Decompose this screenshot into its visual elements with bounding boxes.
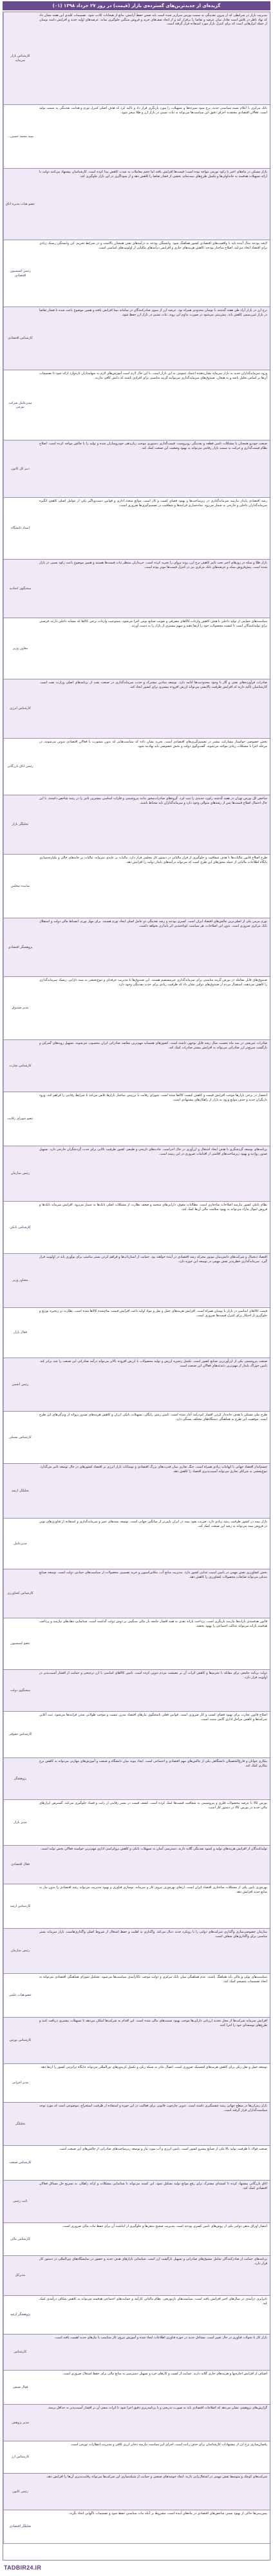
- table-row: [3, 1670, 270, 1712]
- speaker-name: تحلیلگر بازار: [3, 795, 37, 854]
- table-row: [3, 2256, 270, 2296]
- speaker-name: دبیر کل کانون: [3, 440, 37, 497]
- table-row: [3, 560, 270, 618]
- quote-text: صندوق‌های قابل معامله در بورس گزینه مناسبی برای سرمایه‌گذاری غیرمستقیم هستند. این صندوق‌ها با مدیریت حرفه‌ای و تنوع‌بخشی به سبد دارایی، ریسک سرمایه‌گذاری را کاهش می‌دهند. استقبال مردم از صندوق‌های دولتی نشان داد که ظرفیت زیادی برای جذب نقدینگی وجود دارد.: [39, 978, 267, 987]
- speaker-name: پژوهشگر اقتصادی: [3, 918, 37, 976]
- table-row: [3, 977, 270, 1040]
- quote-text: ورود سرمایه‌گذاران جدید به بازار سرمایه نشان‌دهنده اعتماد عمومی به این بازار است. با این حال لازم است آموزش‌های لازم به سهامداران تازه‌وارد ارائه شود تا تصمیمات آن‌ها بر اساس تحلیل باشد و نه هیجان. صندوق‌های سرمایه‌گذاری می‌توانند گزینه مناسبی برای افرادی باشند که دانش کافی ندارند.: [39, 372, 267, 380]
- speaker-name: رئیس کمیسیون اقتصادی: [3, 240, 37, 307]
- quote-text: سازمان خصوصی‌سازی واگذاری شرکت‌های دولتی را با رویکرد جدید دنبال می‌کند. واگذاری به اهلیت و حفظ اشتغال از شروط اصلی واگذاری‌هاست. بازار سرمایه بستر مناسبی برای واگذاری‌های شفاف است.: [39, 1930, 267, 1938]
- speaker-name: مدیر پژوهش: [3, 2405, 37, 2441]
- speaker-name: کارشناس ارشد: [3, 1884, 37, 1928]
- speaker-name: کارشناس مسکن: [3, 1412, 37, 1463]
- speaker-name: سید محمد حسین...: [3, 105, 37, 168]
- table-row: [3, 1412, 270, 1464]
- quote-text: بیکاری جوانان و فارغ‌التحصیلان دانشگاهی یکی از چالش‌های مهم اقتصادی و اجتماعی است. ایجاد پیوند میان دانشگاه و صنعت و آموزش‌های مهارتی می‌تواند به کاهش نرخ بیکاری کمک کند.: [39, 1759, 267, 1768]
- table-row: [3, 1358, 270, 1412]
- quote-text: اصناف از افزایش اجاره‌بها و هزینه‌های جاری گلایه دارند. حمایت از کسب و کارهای خرد و تسهیل دسترسی به منابع مالی برای حفظ اشتغال ضروری است.: [62, 2372, 267, 2376]
- table-row: [3, 2223, 270, 2256]
- quote-text: نرخ ارز در بازار آزاد طی هفته گذشته با نوسان محدودی همراه بود. عرضه ارز از سوی صادرکنندگان در سامانه نیما افزایش یافته و همین موضوع باعث شده تا فشار تقاضا در بازار غیررسمی کاهش یابد. پیش‌بینی می‌شود در صورت تداوم این روند، ثبات نسبی در بازار ارز حفظ شود.: [39, 308, 267, 317]
- speaker-name: تحلیلگر اقتصادی: [3, 2510, 37, 2543]
- speaker-name: نماینده مجلس: [3, 855, 37, 918]
- quote-text: نابرابری درآمدی در سال‌های اخیر افزایش یافته است. سیاست‌های بازتوزیعی، نظام مالیاتی کارآمد و حمایت‌های اجتماعی هدفمند می‌تواند به کاهش شکاف درآمدی کمک کند.: [39, 2297, 267, 2306]
- table-row: [3, 2474, 270, 2510]
- table-row: [3, 440, 270, 498]
- speaker-name: مدیرعامل: [3, 1519, 37, 1569]
- speaker-name: رئیس سازمان: [3, 1146, 37, 1201]
- table-row: [3, 1618, 270, 1670]
- speaker-name: نایب رئیس: [3, 2181, 37, 2222]
- table-row: [3, 1519, 270, 1569]
- speaker-name: فعال صنفی: [3, 2371, 37, 2404]
- speaker-name: مدیر صندوق: [3, 977, 37, 1039]
- table-row: [3, 12, 270, 105]
- quote-text: طرح اصلاح قانون مالیات‌ها با هدف شفافیت و جلوگیری از فرار مالیاتی در دستور کار مجلس قرار دارد. مالیات بر عایدی سرمایه، مالیات بر خانه‌های خالی و یکپارچه‌سازی پایگاه اطلاعات مالیاتی از جمله محورهای این طرح است که می‌تواند درآمدهای پایدار دولت را افزایش دهد.: [39, 856, 267, 864]
- speaker-name: مدیرعامل شرکت بورس: [3, 370, 37, 440]
- quote-text: برنامه‌های توسعه گردشگری با هدف ایجاد اشتغال و ارزآوری در حال اجراست. جاذبه‌های تاریخی و طبیعی کشور ظرفیت بالایی برای جذب گردشگران خارجی دارد. تسهیل صدور روادید و بهبود زیرساخت‌های اقامتی از اقدامات ضروری در این زمینه است.: [39, 1148, 267, 1156]
- table-row: [3, 1569, 270, 1618]
- quote-text: تولیدکنندگان از افزایش هزینه‌های تولید و کمبود نقدینگی گلایه دارند. دسترسی آسان به تسهیلات بانکی و کاهش بروکراسی اداری مهم‌ترین خواسته فعالان بخش تولید است.: [40, 1847, 267, 1851]
- quote-text: قیمت کالاهای اساسی در بازار با نوسان همراه است. افزایش هزینه‌های حمل و نقل و مواد اولیه باعث افزایش قیمت تمام‌شده کالاها شده است. نظارت بر زنجیره توزیع و جلوگیری از احتکار برای کنترل قیمت‌ها ضروری است.: [39, 1309, 267, 1318]
- speaker-name: کارشناس: [3, 2334, 37, 2370]
- table-row: [3, 918, 270, 977]
- quote-text: صنعت خودرو همچنان با مشکلات تامین قطعه و نقدینگی روبروست. قیمت‌گذاری دستوری موجب زیان‌دهی خودروسازان شده و تولید را با چالش مواجه کرده است. اصلاح نظام قیمت‌گذاری و حرکت به سمت بازار رقابتی می‌تواند به بهبود وضعیت این صنعت کمک کند.: [39, 442, 267, 450]
- speaker-name: کارشناس ارز: [3, 2441, 37, 2473]
- speaker-name: کارشناس انرژی: [3, 679, 37, 738]
- table-row: [3, 2146, 270, 2181]
- speaker-name: عضو شورای رقابت: [3, 1092, 37, 1146]
- quote-text: سیاست‌های حمایتی از تولید داخلی با هدف کاهش واردات کالاهای مصرفی و تقویت صنایع بومی اجرا می‌شود. ممنوعیت واردات برخی کالاها که مشابه داخلی دارند، فرصتی برای تولیدکنندگان است تا کیفیت محصولات خود را ارتقا دهند و سهم بیشتری از بازار را به دست آورند.: [39, 620, 267, 628]
- speaker-name: مدیر اجرایی: [3, 2064, 37, 2102]
- speaker-name: تحلیلگر: [3, 2103, 37, 2145]
- table-row: [3, 1040, 270, 1092]
- table-row: [3, 1929, 270, 1974]
- quote-text: تورم مزمن یکی از اصلی‌ترین چالش‌های اقتصاد ایران است. کسری بودجه و رشد نقدینگی دو عامل اصلی ایجاد تورم هستند. برای مهار تورم، انضباط مالی دولت و استقلال بانک مرکزی ضروری است. بدون این اصلاحات، هر سیاست کوتاه‌مدتی اثر پایداری نخواهد داشت.: [39, 920, 267, 928]
- table-row: [3, 618, 270, 679]
- quote-text: بخش خصوصی خواستار مشارکت بیشتر در تصمیم‌گیری‌های اقتصادی است. تجربه نشان داده که سیاست‌هایی که بدون مشورت با فعالان اقتصادی تدوین می‌شوند، در مرحله اجرا با مشکلات زیادی مواجه می‌شوند. گفت‌وگوی دولت و بخش خصوصی باید نهادینه شود.: [39, 740, 267, 748]
- speaker-name: استاد دانشگاه: [3, 498, 37, 559]
- table-row: [3, 169, 270, 240]
- quote-text: اصلاح قانون تجارت برای بهبود فضای کسب و کار ضروری است. قوانین فعلی پاسخگوی نیازهای اقتصاد مدرن نیست و موجب طولانی شدن فرایندها می‌شود. ثبت آنلاین شرکت‌ها و کاهش مراحل اداری گامی مثبت است.: [39, 1713, 267, 1721]
- quote-text: افزایش سرمایه شرکت‌ها از محل تجدید ارزیابی دارایی‌ها موجب بهبود نسبت‌های مالی شده است. این اقدام به شرکت‌ها امکان می‌دهد تا تسهیلات بیشتری دریافت کنند و طرح‌های توسعه‌ای خود را اجرا کنند.: [39, 2019, 267, 2027]
- table-row: [3, 1800, 270, 1846]
- table-row: [3, 679, 270, 739]
- table-row: [3, 240, 270, 307]
- quote-text: مدیریت بازار در شرایطی که از بیرون نقدینگی به سمت بورس سرازیر شده است باید ضمن حفظ آرامش، مانع از هیجانات کاذب شود. تصمیمات کلیدی این هفته نشان داد که نهاد ناظر در تلاش است تعادل میان عرضه و تقاضا را برقرار کند و از ایجاد صف‌های خرید و فروش سنگین جلوگیری نماید. عرضه‌های اولیه جدید و افزایش دامنه نوسان از جمله ابزارهایی است که برای کنترل بازار مورد استفاده قرار گرفته است.: [39, 14, 267, 26]
- speaker-name: سخنگوی اتحادیه: [3, 560, 37, 618]
- speaker-name: معاون وزیر: [3, 618, 37, 679]
- quote-text: اقتصاد دیجیتال و شرکت‌های دانش‌بنیان موتور محرکه رشد اقتصادی در آینده خواهند بود. حمایت از استارتاپ‌ها و فراهم کردن بستر مناسب برای نوآوری باید در اولویت قرار گیرد. سرمایه‌گذاری خطرپذیر نقش مهمی در توسعه این حوزه دارد.: [39, 1255, 267, 1264]
- quote-text: رشد اقتصادی پایدار نیازمند سرمایه‌گذاری در زیرساخت‌ها و بهبود فضای کسب و کار است. موانع متعدد اداری و قوانین دست‌وپاگیر یکی از عوامل اصلی کاهش انگیزه سرمایه‌گذاران داخلی و خارجی به شمار می‌رود. ساده‌سازی فرایندها و شفافیت در تصمیم‌گیری‌ها ضروری است.: [39, 499, 267, 507]
- speaker-name: سخنگوی دولت: [3, 1670, 37, 1711]
- table-row: [3, 795, 270, 855]
- table-row: [3, 2510, 270, 2544]
- speaker-name: تحلیلگر ارشد: [3, 1464, 37, 1518]
- table-row: [3, 1846, 270, 1884]
- quote-text: صنعت پتروشیمی یکی از ارزآورترین صنایع کشور است. تکمیل زنجیره ارزش و تولید محصولات با ارزش افزوده بالاتر می‌تواند درآمد صادراتی این صنعت را چند برابر کند. تامین خوراک پایدار از مهم‌ترین دغدغه‌های فعالان این صنعت است.: [39, 1359, 267, 1368]
- quote-text: شاخص کل بورس تهران در هفته گذشته رکورد جدیدی را ثبت کرد. گروه‌های صادرات‌محور مانند پتروشیمی و فلزات اساسی بیشترین تاثیر را در رشد شاخص داشتند. با این حال احتمال اصلاح قیمت‌ها پس از رشدهای متوالی وجود دارد و سرمایه‌گذاران باید محتاط باشند.: [39, 797, 267, 805]
- table-row: [3, 1254, 270, 1308]
- table-row: [3, 1758, 270, 1800]
- quote-text: بازار رمزارزها در سطح جهانی رشد چشمگیری داشته است. تدوین چارچوب قانونی برای فعالیت در این حوزه و استفاده از ظرفیت استخراج، موضوعی است که مورد توجه سیاست‌گذاران قرار گرفته است.: [39, 2104, 267, 2112]
- quote-text: لایحه بودجه سال آینده باید با واقعیت‌های اقتصادی کشور هماهنگ شود. وابستگی بودجه به درآمدهای نفتی همچنان بالاست و در شرایط تحریم، این وابستگی ریسک زیادی برای اقتصاد ایجاد می‌کند. اصلاح ساختار بودجه، کاهش هزینه‌های جاری و افزایش درآمدهای مالیاتی از اولویت‌های اساسی است.: [39, 242, 267, 250]
- speaker-name: مشاور وزیر: [3, 1254, 37, 1307]
- table-row: [3, 2018, 270, 2064]
- quote-text: بخش کشاورزی نقش مهمی در تامین امنیت غذایی کشور دارد. مدیریت منابع آب، مکانیزاسیون و خرید تضمینی محصولات از سیاست‌های حمایتی دولت است. توسعه صنایع تبدیلی می‌تواند ضایعات محصولات کشاورزی را کاهش دهد.: [39, 1571, 267, 1579]
- table-row: [3, 1202, 270, 1254]
- speaker-name: پژوهشگر ارشد: [3, 2296, 37, 2334]
- quote-text: بازار طلا و سکه در روزهای اخیر تحت تاثیر کاهش نرخ ارز، روند نزولی را تجربه کرده است. خریداران منتظر ثبات قیمت‌ها هستند و همین موضوع باعث رکود نسبی در بازار شده است. پیش‌فروش سکه و عرضه‌های بانک مرکزی نیز در کنترل قیمت‌ها موثر بوده است.: [39, 561, 267, 569]
- site-logo[interactable]: TADBIR24.IR: [4, 2564, 42, 2571]
- table-row: [3, 2181, 270, 2223]
- table-row: [3, 1308, 270, 1358]
- speaker-name: رئیس انجمن: [3, 1358, 37, 1411]
- speaker-name: کارشناس بازار سرمایه: [3, 12, 37, 104]
- speaker-name: رئیس سازمان: [3, 1929, 37, 1973]
- speaker-name: پژوهشگر: [3, 1758, 37, 1799]
- quote-text: نظام بانکی کشور نیازمند اصلاحات ساختاری است. مطالبات معوق، دارایی‌های منجمد و ضعف نظارت از مشکلات اصلی بانک‌ها به شمار می‌رود. افزایش سرمایه بانک‌ها و فروش اموال مازاد می‌تواند به بهبود سلامت مالی آن‌ها کمک کند.: [39, 1203, 267, 1211]
- speaker-name: کارشناس اقتصادی: [3, 307, 37, 370]
- quote-text: گزارش‌های پژوهشی نشان می‌دهد که اصلاحات اقتصادی باید به صورت تدریجی و با برنامه‌ریزی دقیق اجرا شود تا اثرات منفی آن بر اقشار آسیب‌پذیر به حداقل برسد.: [47, 2406, 267, 2410]
- quotes-table: [3, 12, 270, 2561]
- quote-text: بهره‌وری پایین یکی از مشکلات ساختاری اقتصاد ایران است. ارتقای بهره‌وری نیروی کار و سرمایه، نوسازی فناوری و بهبود مدیریت می‌تواند رشد اقتصادی را بدون نیاز به منابع جدید افزایش دهد.: [39, 1886, 267, 1894]
- quote-text: صادرات فرآورده‌های نفتی و گاز با وجود محدودیت‌ها ادامه دارد. توسعه میادین مشترک و جذب سرمایه‌گذاری در صنعت نفت از برنامه‌های اصلی وزارت نفت است. کارشناسان تاکید دارند که افزایش ظرفیت پالایشی می‌تواند ارزش افزوده بیشتری برای کشور ایجاد کند.: [39, 681, 267, 689]
- table-row: [3, 2334, 270, 2371]
- table-row: [3, 2103, 270, 2146]
- quote-text: انتشار اوراق بدهی دولتی یکی از روش‌های تامین کسری بودجه است. مدیریت صحیح بدهی‌ها و جلوگیری از انباشت آن برای حفظ ثبات مالی ضروری است.: [62, 2224, 267, 2228]
- quote-text: بانک مرکزی با اعلام بسته سیاستی جدید، نرخ سود سپرده‌ها و تسهیلات را مورد بازنگری قرار داد و تاکید کرد که هدف اصلی کنترل تورم و هدایت نقدینگی به سمت تولید است. فعالان اقتصادی معتقدند اجرای دقیق این سیاست‌ها می‌تواند به ثبات نسبی در بازار ارز و طلا منجر شود.: [39, 106, 267, 115]
- speaker-name: کارشناس تجارت: [3, 1040, 37, 1092]
- speaker-name: رئیس کانون: [3, 2474, 37, 2510]
- speaker-name: کارشناس حقوقی: [3, 1712, 37, 1757]
- table-row: [3, 855, 270, 918]
- table-row: [3, 2064, 270, 2103]
- speaker-name: رئیس اتاق بازرگانی: [3, 739, 37, 795]
- speaker-name: فعال اقتصادی: [3, 1846, 37, 1884]
- table-row: [3, 307, 270, 370]
- table-row: [3, 2441, 270, 2474]
- quote-text: سیاست‌های پولی و مالی باید هماهنگ باشند. عدم هماهنگی میان بانک مرکزی و دولت موجب ناکارآمدی سیاست‌ها می‌شود. تشکیل شورای هماهنگی اقتصادی می‌تواند به اتخاذ تصمیمات منسجم کمک کند.: [39, 1975, 267, 1984]
- quote-text: دولت برنامه جامعی برای مقابله با تحریم‌ها و کاهش اثرات آن بر معیشت مردم تدوین کرده است. تامین کالاهای اساسی با ارز ترجیحی و حمایت از اقشار آسیب‌پذیر در اولویت قرار دارد.: [39, 1671, 267, 1680]
- quote-text: یکسان‌سازی نرخ ارز از پیشنهادات کارشناسان برای حذف رانت است. اجرای این سیاست نیازمند ذخایر ارزی کافی و مدیریت انتظارات تورمی است.: [70, 2443, 267, 2447]
- quote-text: برنامه‌های حمایت از صادرکنندگان شامل مشوق‌های صادراتی و تسهیل بازگشت ارز است. شناسایی بازارهای هدف جدید و حضور در نمایشگاه‌های بین‌المللی در دستور کار قرار دارد.: [39, 2257, 267, 2266]
- quote-text: بازار کار با تحولات فناوری در حال تغییر است. مشاغل جدید در حوزه فناوری اطلاعات ایجاد شده و آموزش نیروی کار متناسب با نیازهای جدید اهمیت یافته است.: [54, 2336, 267, 2340]
- speaker-name: عضو هیات علمی: [3, 1974, 37, 2017]
- table-row: [3, 1884, 270, 1929]
- table-row: [3, 2405, 270, 2441]
- quote-text: بازار مسکن در ماه‌های اخیر با رکود تورمی مواجه بوده است؛ قیمت‌ها افزایش یافته اما حجم معاملات به شدت کاهش پیدا کرده است. کارشناسان پیشنهاد می‌کنند دولت با ارائه تسهیلات هدفمند به خانه‌اولی‌ها و تکمیل طرح‌های نیمه‌تمام، بخشی از فشار تقاضا را کاهش دهد و از سوداگری در این بازار جلوگیری کند.: [39, 170, 267, 178]
- table-row: [3, 1146, 270, 1202]
- quote-text: اتاق بازرگانی پیشنهاد کرده تا کمیته‌ای مشترک برای رفع موانع تولید تشکیل شود. این کمیته می‌تواند با شناسایی مشکلات و ارائه راهکار، به تسریع حل مسائل فعالان اقتصادی کمک کند.: [39, 2182, 267, 2190]
- quote-text: انحصار در برخی بازارها موجب افزایش قیمت و کاهش کیفیت کالاها شده است. شورای رقابت با بررسی ساختار بازارها تلاش می‌کند تا شرایط رقابتی را فراهم کند. ورود بازیگران جدید و حذف موانع ورود به بازار از راهکارهای پیشنهادی است.: [39, 1094, 267, 1102]
- speaker-name: مدیر بازار: [3, 1800, 37, 1845]
- quote-text: طرح ملی مسکن با هدف خانه‌دار کردن اقشار کم‌درآمد آغاز شده است. تامین زمین رایگان، تسهیلات بانکی ارزان و کاهش هزینه‌های صدور پروانه از ویژگی‌های این طرح است. موفقیت این طرح به هماهنگی دستگاه‌های مختلف بستگی دارد.: [39, 1413, 267, 1421]
- table-row: [3, 105, 270, 169]
- speaker-name: کارشناس بانکی: [3, 1202, 37, 1253]
- page-title: گزیده‌ای از جدیدترین‌های گسترده‌ی بازار (قیمت) در روز ۲۷ خرداد ۱۳۹۸ (۰۱): [3, 1, 270, 10]
- speaker-name: کارشناس صنعت: [3, 2146, 37, 2180]
- quote-text: بازار بیمه در کشور ظرفیت رشد زیادی دارد. ضریب نفوذ بیمه در ایران پایین‌تر از میانگین جهانی است. توسعه بیمه‌های عمر و سرمایه‌گذاری و استفاده از فناوری‌های نوین در فروش بیمه می‌تواند به رشد این صنعت کمک کند.: [39, 1520, 267, 1528]
- quote-text: شرکت‌های کوچک و متوسط نقش مهمی در اشتغال‌زایی دارند. ایجاد خوشه‌های صنعتی و حمایت از شبکه‌سازی این شرکت‌ها می‌تواند رقابت‌پذیری آن‌ها را افزایش دهد.: [46, 2475, 267, 2479]
- quote-text: چشم‌انداز اقتصاد جهانی با ابهامات زیادی همراه است. جنگ تجاری میان قدرت‌های بزرگ اقتصادی و نوسانات بازار انرژی بر اقتصاد کشورهای در حال توسعه تاثیر می‌گذارد. تنوع‌بخشی به شرکای تجاری می‌تواند آسیب‌پذیری اقتصاد را کاهش دهد.: [39, 1465, 267, 1473]
- quote-text: پیش‌بینی‌ها حاکی از بهبود نسبی شاخص‌های اقتصادی در ماه‌های آینده است، مشروط بر آنکه ثبات سیاستی حفظ شود و تصمیمات ناگهانی اتخاذ نگردد.: [68, 2512, 267, 2515]
- quote-text: صادرات غیرنفتی در سه ماه نخست سال رشد قابل توجهی داشته است. کشورهای همسایه مهم‌ترین مقاصد صادراتی ایران محسوب می‌شوند. تسهیل رویه‌های گمرکی و بازگشت سریع‌تر ارز صادراتی می‌تواند به افزایش بیشتر صادرات کمک کند.: [39, 1041, 267, 1050]
- speaker-name: عضو کمیسیون: [3, 1618, 37, 1669]
- table-row: [3, 2371, 270, 2405]
- speaker-name: فعال بازار: [3, 1308, 37, 1358]
- table-row: [3, 1974, 270, 2018]
- speaker-name: مدیرکل: [3, 2256, 37, 2295]
- table-row: [3, 1712, 270, 1758]
- speaker-name: کارشناس بورس: [3, 2018, 37, 2063]
- quote-text: صنعت فولاد با ظرفیت تولید بالا یکی از صنایع پیشرو کشور است. تامین انرژی و آب مورد نیاز و توسعه زیرساخت‌های صادراتی از چالش‌های این صنعت است.: [59, 2147, 267, 2151]
- quote-text: توسعه حمل و نقل ریلی برای کاهش هزینه‌های لجستیک ضروری است. اتصال بنادر به شبکه ریلی و تکمیل کریدورهای بین‌المللی می‌تواند جایگاه ترانزیتی کشور را ارتقا دهد.: [40, 2065, 267, 2069]
- table-row: [3, 739, 270, 795]
- speaker-name: کارشناس کشاورزی: [3, 1569, 37, 1618]
- speaker-name: عضو هیات مدیره اتاق: [3, 169, 37, 240]
- table-row: [3, 498, 270, 560]
- table-row: [3, 2296, 270, 2334]
- speaker-name: کارشناس مالی: [3, 2223, 37, 2255]
- quote-text: قانون هدفمندی یارانه‌ها نیازمند بازنگری است. پرداخت یارانه نقدی به همه اقشار جامعه بار مالی سنگینی بر دوش دولت گذاشته است. شناسایی دهک‌های نیازمند و پرداخت هدفمند یارانه می‌تواند عدالت اجتماعی را بهبود بخشد.: [39, 1620, 267, 1628]
- table-row: [3, 370, 270, 440]
- quote-text: بورس کالا با عرضه محصولات فلزی و پتروشیمی به شفافیت قیمت‌ها کمک کرده است. کشف قیمت در بستر رقابتی از رانت و فساد جلوگیری می‌کند. گسترش ابزارهای مالی جدید در بورس کالا در دستور کار است.: [39, 1801, 267, 1810]
- table-row: [3, 1092, 270, 1146]
- table-row: [3, 1464, 270, 1519]
